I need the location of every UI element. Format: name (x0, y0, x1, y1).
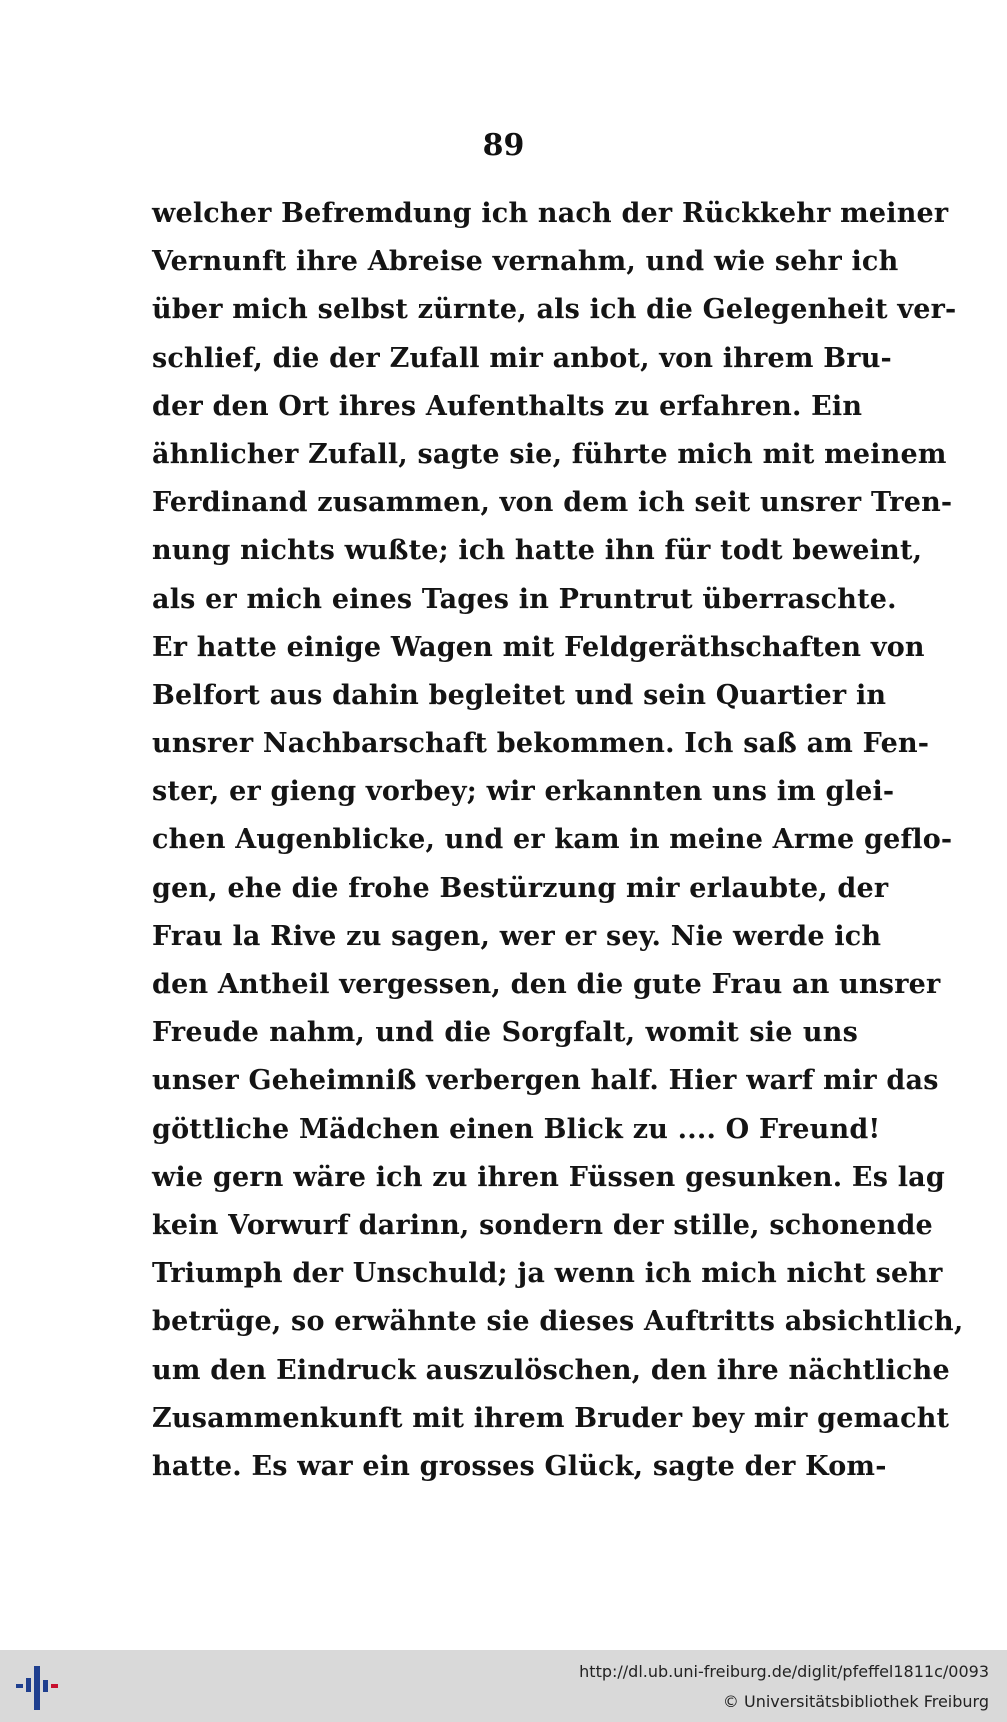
text-line: betrüge, so erwähnte sie dieses Auftritts absichtlich, (152, 1306, 964, 1338)
text-line: über mich selbst zürnte, als ich die Gelegenheit ver- (152, 294, 957, 326)
text-line: unser Geheimniß verbergen half. Hier warf mir das (152, 1065, 939, 1097)
text-line: hatte. Es war ein grosses Glück, sagte der Kom- (152, 1450, 887, 1482)
text-line: wie gern wäre ich zu ihren Füssen gesunken. Es lag (152, 1161, 945, 1193)
footer-bar (0, 1650, 1007, 1722)
text-line: als er mich eines Tages in Pruntrut überraschte. (152, 583, 897, 615)
text-line: Er hatte einige Wagen mit Feldgeräthschaften von (152, 631, 925, 663)
text-line: ähnlicher Zufall, sagte sie, führte mich mit meinem (152, 438, 947, 470)
text-line: unsrer Nachbarschaft bekommen. Ich saß am Fen- (152, 728, 930, 760)
text-line: Freude nahm, und die Sorgfalt, womit sie uns (152, 1017, 858, 1049)
ub-freiburg-logo-icon (12, 1664, 60, 1712)
text-line: Belfort aus dahin begleitet und sein Quartier in (152, 679, 887, 711)
text-line: schlief, die der Zufall mir anbot, von ihrem Bru- (152, 342, 892, 374)
text-line: gen, ehe die frohe Bestürzung mir erlaubte, der (152, 872, 889, 904)
text-line: welcher Befremdung ich nach der Rückkehr meiner (152, 198, 949, 229)
page-number: 89 (482, 128, 525, 163)
text-line: göttliche Mädchen einen Blick zu .... O Freund! (152, 1113, 881, 1145)
text-line: Zusammenkunft mit ihrem Bruder bey mir gemacht (152, 1402, 950, 1434)
text-line: ster, er gieng vorbey; wir erkannten uns im glei- (152, 776, 895, 808)
text-line: den Antheil vergessen, den die gute Frau an unsrer (152, 969, 941, 1000)
text-line: kein Vorwurf darinn, sondern der stille, schonende (152, 1209, 933, 1241)
text-line: um den Eindruck auszulöschen, den ihre nächtliche (152, 1354, 950, 1386)
text-line: Ferdinand zusammen, von dem ich seit unsrer Tren- (152, 487, 953, 519)
text-line: nung nichts wußte; ich hatte ihn für todt beweint, (152, 535, 923, 567)
text-line: Frau la Rive zu sagen, wer er sey. Nie werde ich (152, 920, 882, 952)
text-line: Vernunft ihre Abreise vernahm, und wie sehr ich (152, 246, 899, 278)
footer-copyright: © Universitätsbibliothek Freiburg (722, 1692, 989, 1711)
text-line: chen Augenblicke, und er kam in meine Arme geflo- (152, 824, 953, 856)
footer-url-link[interactable]: http://dl.ub.uni-freiburg.de/diglit/pfeffel1811c/0093 (579, 1662, 989, 1681)
text-line: Triumph der Unschuld; ja wenn ich mich nicht sehr (152, 1258, 943, 1290)
page-text (152, 190, 964, 1491)
text-line: der den Ort ihres Aufenthalts zu erfahren. Ein (152, 390, 863, 422)
